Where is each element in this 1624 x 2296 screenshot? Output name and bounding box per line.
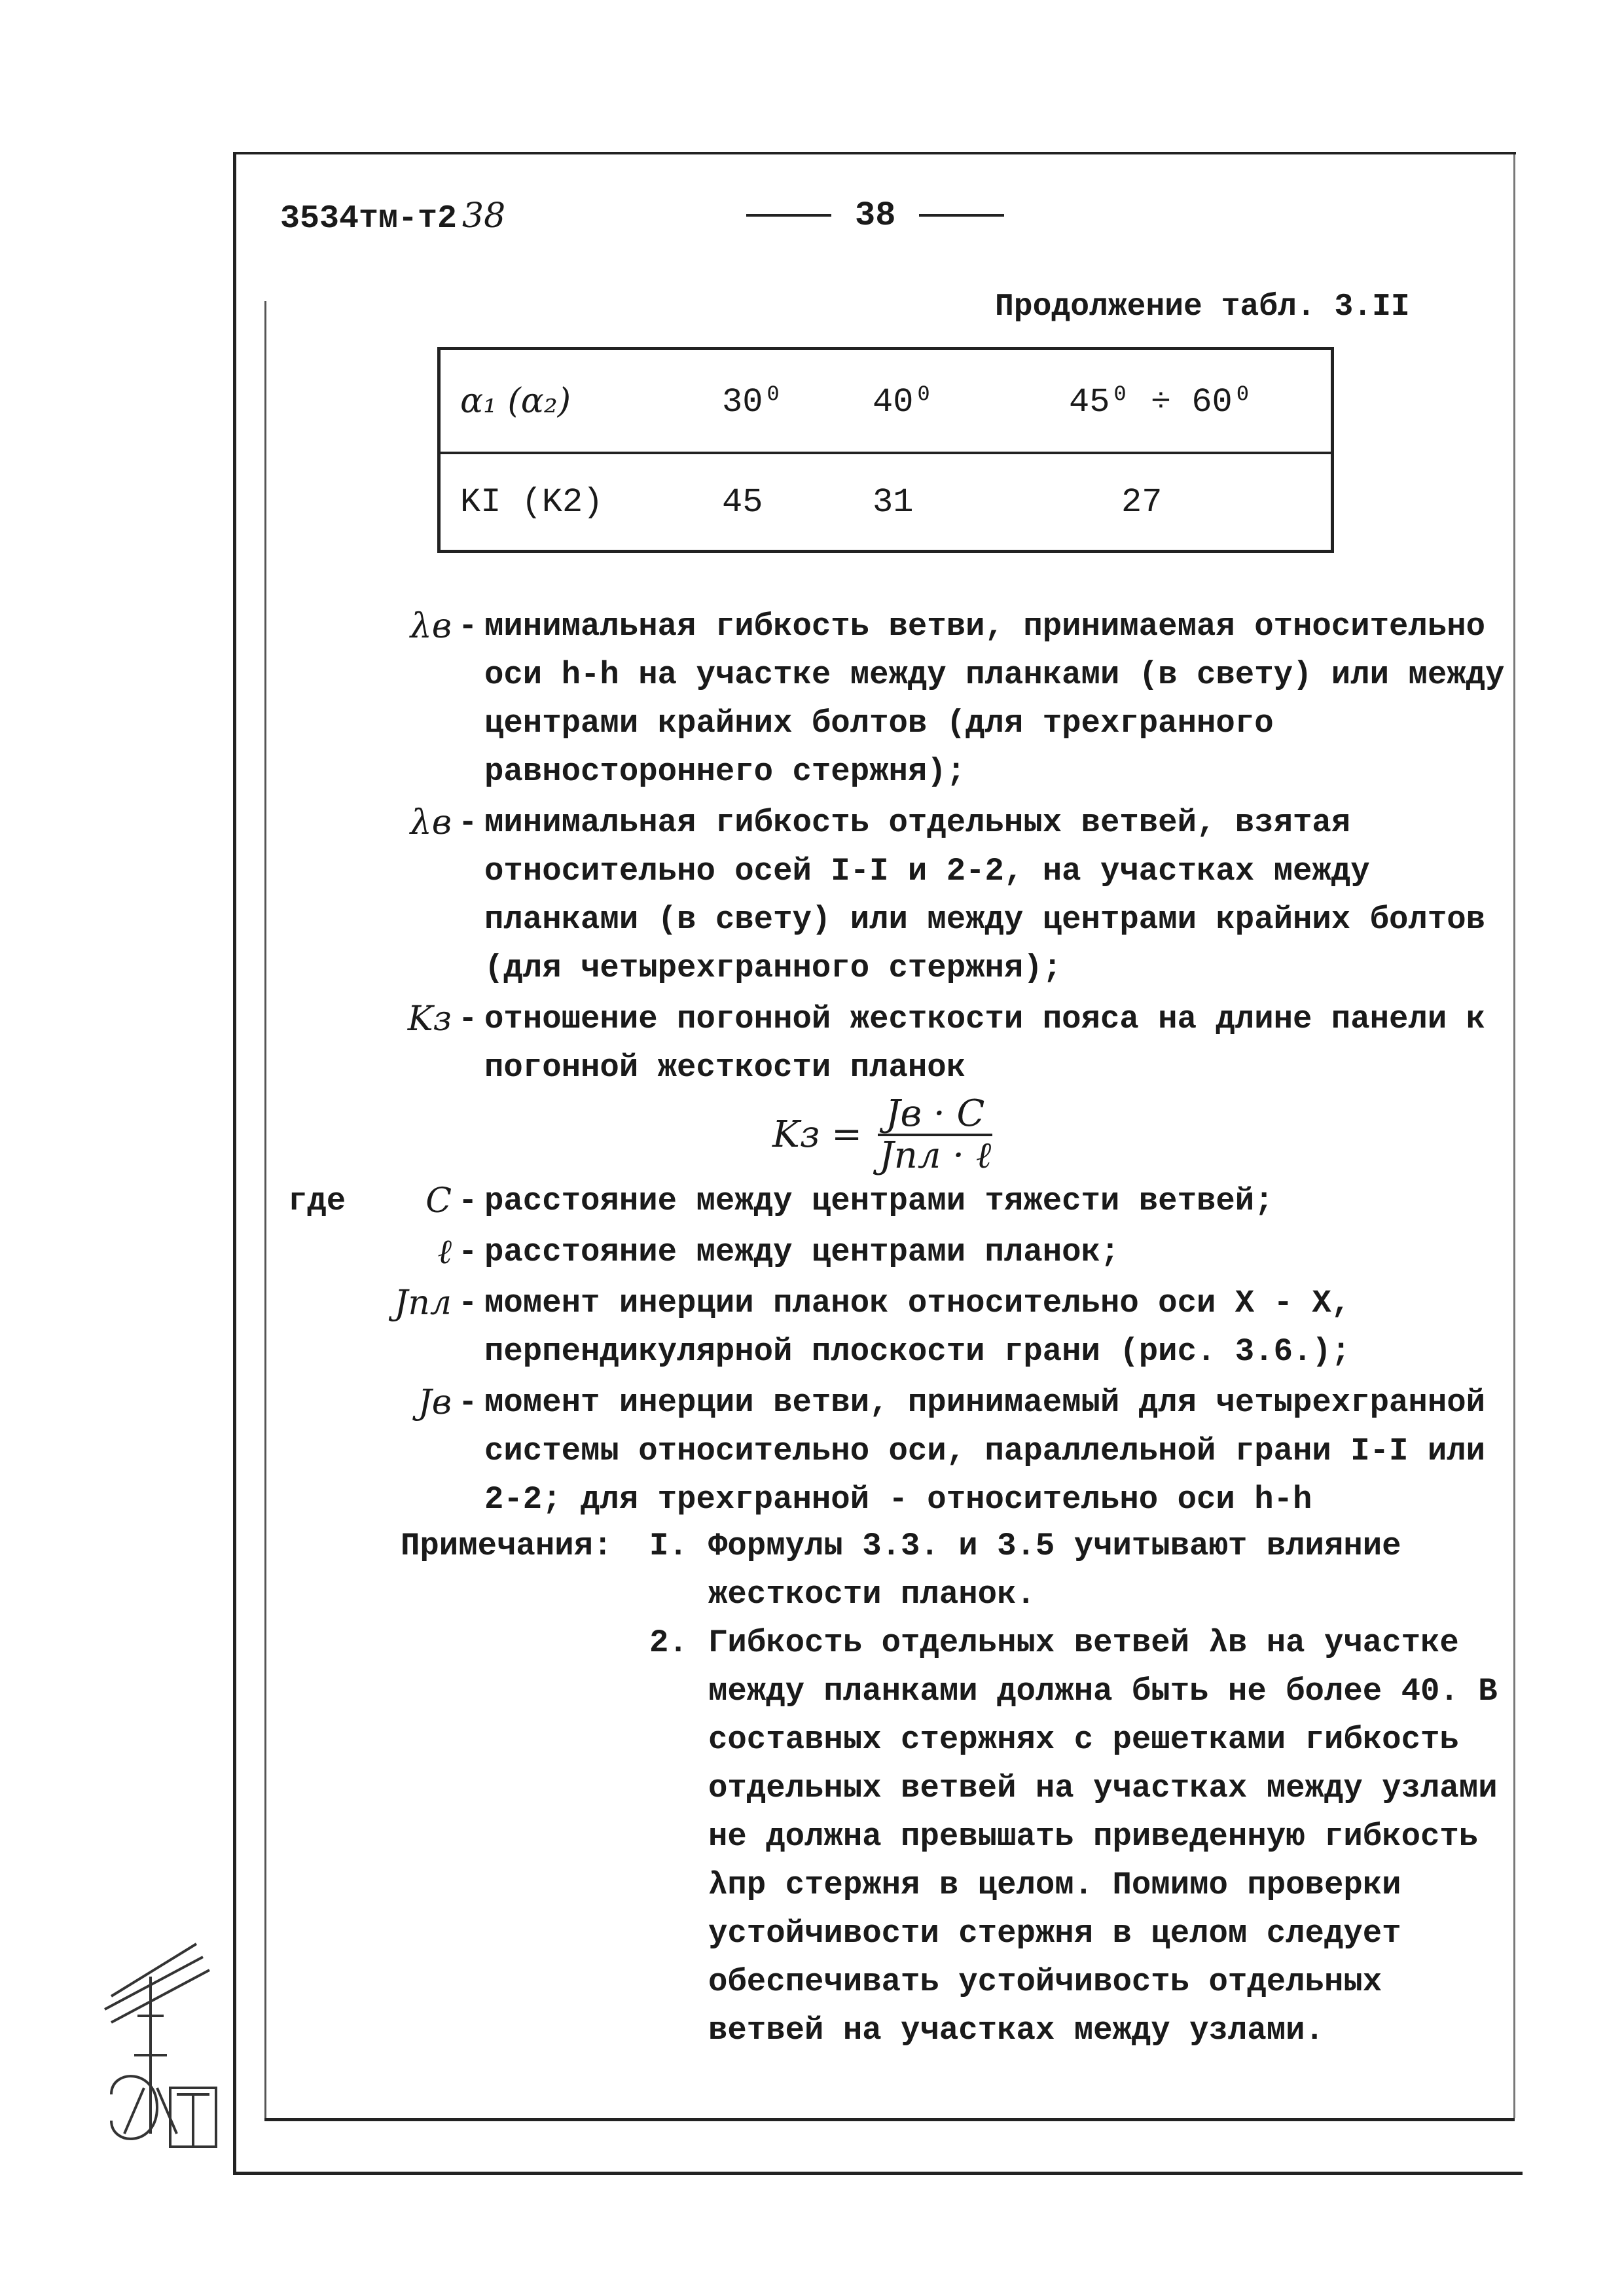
frame-left-inner-line <box>264 301 266 2121</box>
note-item <box>649 1619 1513 2054</box>
definition-text: отношение погонной жесткости пояса на длине панели к погонной жесткости планок <box>484 1001 1486 1086</box>
table-continuation-title: Продолжение табл. 3.II <box>995 289 1410 325</box>
formula-numerator: Jв · C <box>878 1094 992 1136</box>
definition-text: минимальная гибкость ветви, принимаемая относительно оси h-h на участке между планками (в свету) или между центрами крайних болтов (для трехгранного равностороннего стержня); <box>484 608 1505 790</box>
where-text: расстояние между центрами планок; <box>484 1234 1120 1270</box>
where-item: ℓ - расстояние между центрами планок; <box>288 1228 1506 1276</box>
table-cell-angle-label: α₁ (α₂) <box>439 349 716 454</box>
definitions-block <box>288 602 1506 1526</box>
table-cell-k-label: KI (K2) <box>460 482 604 522</box>
definition-symbol: λв <box>410 803 452 842</box>
handwritten-page-number: 38 <box>462 196 506 236</box>
definition-item: Kз - отношение погонной жесткости пояса на длине панели к погонной жесткости планок <box>288 995 1506 1092</box>
table-cell: 40⁰ <box>866 349 1062 454</box>
where-text: момент инерции ветви, принимаемый для четырехгранной системы относительно оси, параллельной грани I-I или 2-2; для трехгранной - относительно оси h-h <box>484 1384 1486 1518</box>
definition-item: λв - минимальная гибкость отдельных ветвей, взятая относительно осей I-I и 2-2, на участках между планками (в свету) или между центрами крайних болтов (для четырехгранного стержня); <box>288 798 1506 992</box>
formula-lhs: Kз = <box>772 1113 863 1156</box>
coefficient-table <box>437 347 1334 553</box>
table-row <box>439 349 1333 454</box>
table-row <box>439 453 1333 551</box>
stiffness-ratio-formula <box>772 1094 1506 1175</box>
note-text: Формулы 3.3. и 3.5 учитывают влияние жесткости планок. <box>708 1528 1401 1613</box>
formula-fraction <box>878 1094 992 1175</box>
where-symbol: Jпл <box>394 1283 452 1323</box>
definition-item: λв - минимальная гибкость ветви, принимаемая относительно оси h-h на участке между планками (в свету) или между центрами крайних болтов (для трехгранного равностороннего стержня); <box>288 602 1506 796</box>
frame-left-outer-line <box>233 154 236 2174</box>
where-text: момент инерции планок относительно оси X - X, перпендикулярной плоскости грани (рис. 3.6.); <box>484 1285 1351 1370</box>
frame-right-line <box>1513 154 1515 2118</box>
where-symbol: ℓ <box>437 1232 452 1272</box>
definition-symbol: Kз <box>407 999 452 1039</box>
frame-top-line <box>233 152 1516 154</box>
table-cell: 31 <box>873 482 914 522</box>
definition-text: минимальная гибкость отдельных ветвей, взятая относительно осей I-I и 2-2, на участках между планками (в свету) или между центрами крайних болтов (для четырехгранного стержня); <box>484 804 1486 986</box>
where-item: где C - расстояние между центрами тяжести ветвей; <box>288 1177 1506 1225</box>
table-cell: 45 <box>722 482 763 522</box>
where-item: Jпл - момент инерции планок относительно оси X - X, перпендикулярной плоскости грани (рис. 3.6.); <box>288 1279 1506 1376</box>
notes-label: Примечания: <box>401 1528 613 1564</box>
table-cell: 30⁰ <box>715 349 866 454</box>
where-text: расстояние между центрами тяжести ветвей; <box>484 1183 1274 1219</box>
formula-denominator: Jпл · ℓ <box>879 1134 992 1177</box>
note-number: I. <box>649 1528 688 1564</box>
where-symbol: C <box>425 1181 452 1221</box>
definition-symbol: λв <box>410 607 452 646</box>
note-item <box>401 1522 1513 1619</box>
note-number: 2. <box>649 1624 688 1661</box>
archive-stamp-logo <box>98 1937 229 2160</box>
document-code: 3534тм-т2 38 <box>280 196 506 238</box>
table-cell: 45⁰ ÷ 60⁰ <box>1062 349 1333 454</box>
frame-bottom-outer-line <box>233 2172 1523 2175</box>
frame-bottom-inner-line <box>264 2118 1515 2121</box>
page-number: 38 <box>746 196 1004 235</box>
where-label: где <box>288 1183 346 1219</box>
table-cell: 27 <box>1121 482 1163 522</box>
notes-block <box>401 1522 1513 2054</box>
where-item: Jв - момент инерции ветви, принимаемый для четырехгранной системы относительно оси, параллельной грани I-I или 2-2; для трехгранной - относительно оси h-h <box>288 1378 1506 1524</box>
note-text: Гибкость отдельных ветвей λв на участке между планками должна быть не более 40. В составных стержнях с решетками гибкость отдельных ветвей на участках между узлами не должна превышать приведенную гибкость λпр стержня в целом. Помимо проверки устойчивости стержня в целом следует обеспечивать устойчивость отдельных ветвей на участках между узлами. <box>708 1624 1498 2049</box>
where-symbol: Jв <box>418 1383 452 1422</box>
